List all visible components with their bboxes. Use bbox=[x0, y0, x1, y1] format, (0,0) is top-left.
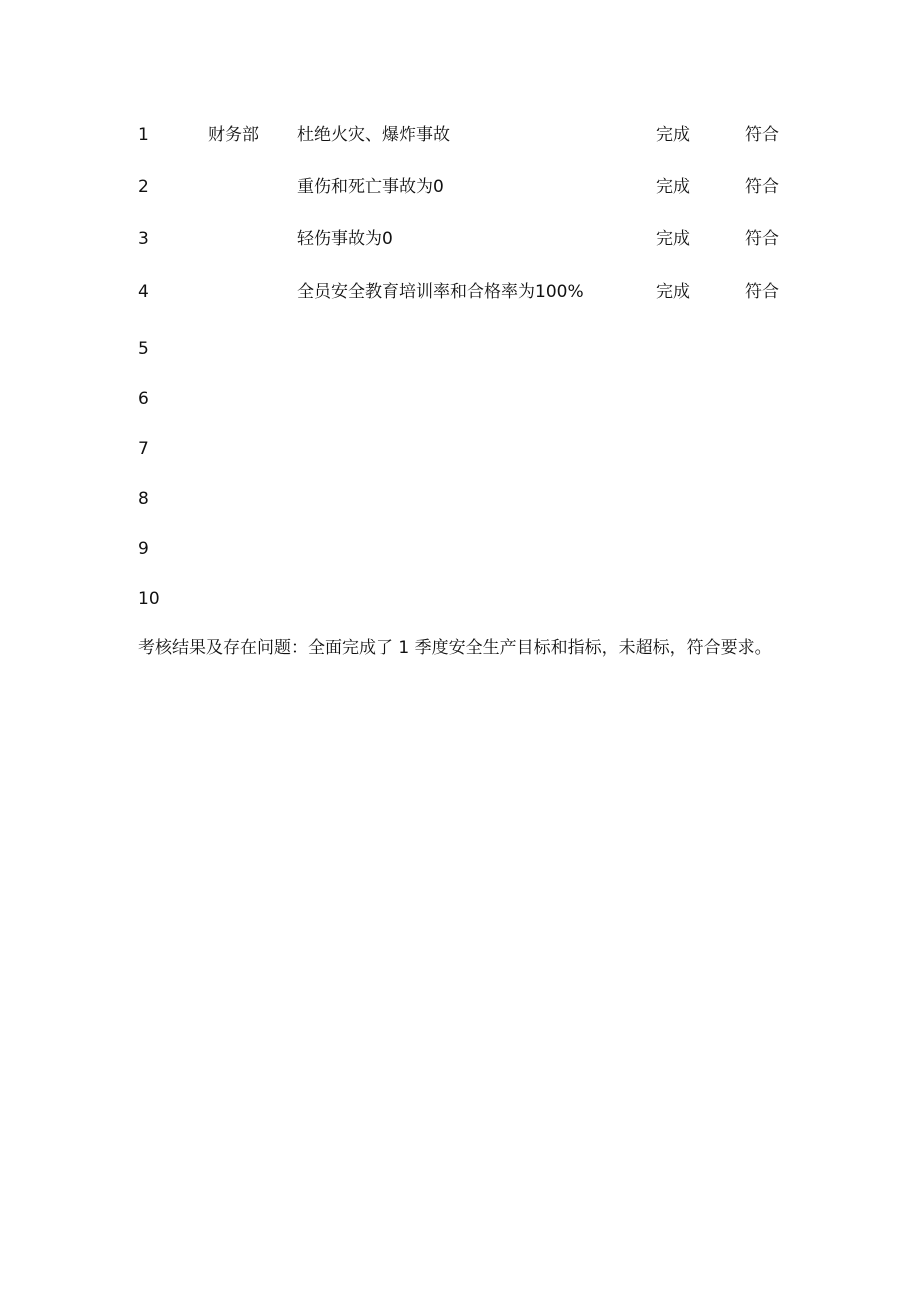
completion-status: 完成 bbox=[656, 177, 690, 197]
conformity: 符合 bbox=[745, 177, 779, 197]
table-row bbox=[0, 586, 920, 612]
row-number: 5 bbox=[138, 339, 149, 359]
table-row bbox=[0, 336, 920, 362]
row-number: 6 bbox=[138, 389, 149, 409]
table-row bbox=[0, 122, 920, 148]
row-number: 9 bbox=[138, 539, 149, 559]
conformity: 符合 bbox=[745, 282, 779, 302]
target-item: 轻伤事故为0 bbox=[297, 229, 393, 249]
row-number: 2 bbox=[138, 177, 149, 197]
table-row bbox=[0, 436, 920, 462]
table-row bbox=[0, 386, 920, 412]
table-row bbox=[0, 279, 920, 305]
target-item: 重伤和死亡事故为0 bbox=[297, 177, 444, 197]
target-item: 全员安全教育培训率和合格率为100% bbox=[297, 282, 584, 302]
target-item: 杜绝火灾、爆炸事故 bbox=[297, 125, 450, 145]
department: 财务部 bbox=[208, 125, 259, 145]
row-number: 8 bbox=[138, 489, 149, 509]
completion-status: 完成 bbox=[656, 125, 690, 145]
row-number: 10 bbox=[138, 589, 160, 609]
table-row bbox=[0, 536, 920, 562]
assessment-summary: 考核结果及存在问题：全面完成了 1 季度安全生产目标和指标，未超标，符合要求。 bbox=[138, 638, 772, 658]
conformity: 符合 bbox=[745, 229, 779, 249]
table-row bbox=[0, 174, 920, 200]
row-number: 7 bbox=[138, 439, 149, 459]
completion-status: 完成 bbox=[656, 229, 690, 249]
conformity: 符合 bbox=[745, 125, 779, 145]
row-number: 4 bbox=[138, 282, 149, 302]
table-row bbox=[0, 486, 920, 512]
row-number: 1 bbox=[138, 125, 149, 145]
table-row bbox=[0, 226, 920, 252]
row-number: 3 bbox=[138, 229, 149, 249]
completion-status: 完成 bbox=[656, 282, 690, 302]
